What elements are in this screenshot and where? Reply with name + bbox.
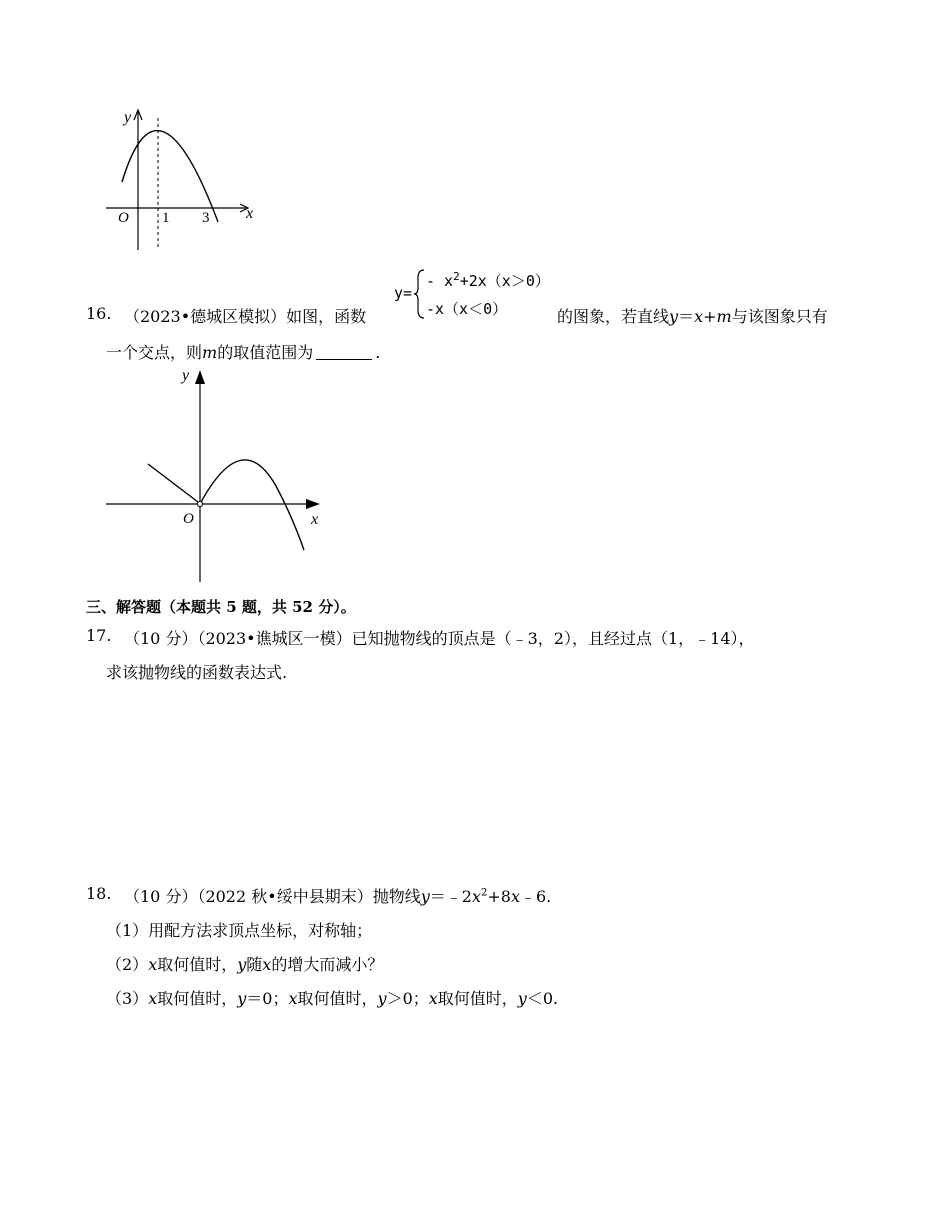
y-axis-label: y [124,109,132,126]
tick-label-3: 3 [202,210,210,226]
open-point-origin [197,501,202,506]
q16-source: （2023•德城区模拟）如图，函数 [124,307,367,326]
q18-sub-2: （2）x取何值时，y随x的增大而减小？ [106,955,384,974]
piece-2: -x（x＜0） [426,300,508,318]
piecewise-graph [100,360,340,590]
x-axis-label: x [246,205,254,222]
piecewise-function [394,266,554,322]
section-heading: 三、解答题（本题共 5 题，共 52 分）。 [86,598,356,616]
q17-number: 17. [86,626,112,645]
q18-sub-3: （3）x取何值时，y＝0；x取何值时，y＞0；x取何值时，y＜0. [106,989,559,1008]
tick-label-1: 1 [162,210,170,226]
y-axis [134,110,142,250]
origin-label: O [118,210,129,226]
origin-label: O [183,511,194,527]
y-axis-label: y [182,367,190,384]
y-axis [195,370,205,582]
x-axis [106,499,320,509]
x-axis-label: x [311,511,319,528]
q17-line-1: （10 分）（2023•谯城区一模）已知抛物线的顶点是（﹣3，2），且经过点（1，﹣14）， [124,629,755,648]
q16-text-after-function: 的图象，若直线y＝x+m与该图象只有 [557,307,828,326]
linear-branch [148,464,198,502]
piecewise-y: y= [394,284,413,302]
q16-line-2: 一个交点，则m的取值范围为 . [106,343,381,362]
parabola-branch [200,460,304,550]
q18-heading: （10 分）（2022 秋•绥中县期末）抛物线$y=﹣2x^2+8x﹣6$. [124,887,552,906]
piece-1: - $x^2+2x(x>0)$ [426,270,550,290]
q18-sub-1: （1）用配方法求顶点坐标，对称轴； [106,921,373,940]
answer-blank[interactable] [316,343,372,360]
q16-number: 16. [86,304,112,323]
parabola-graph-1 [100,100,270,260]
q17-line-2: 求该抛物线的函数表达式. [106,663,288,682]
left-brace [414,268,426,320]
q18-number: 18. [86,884,112,903]
